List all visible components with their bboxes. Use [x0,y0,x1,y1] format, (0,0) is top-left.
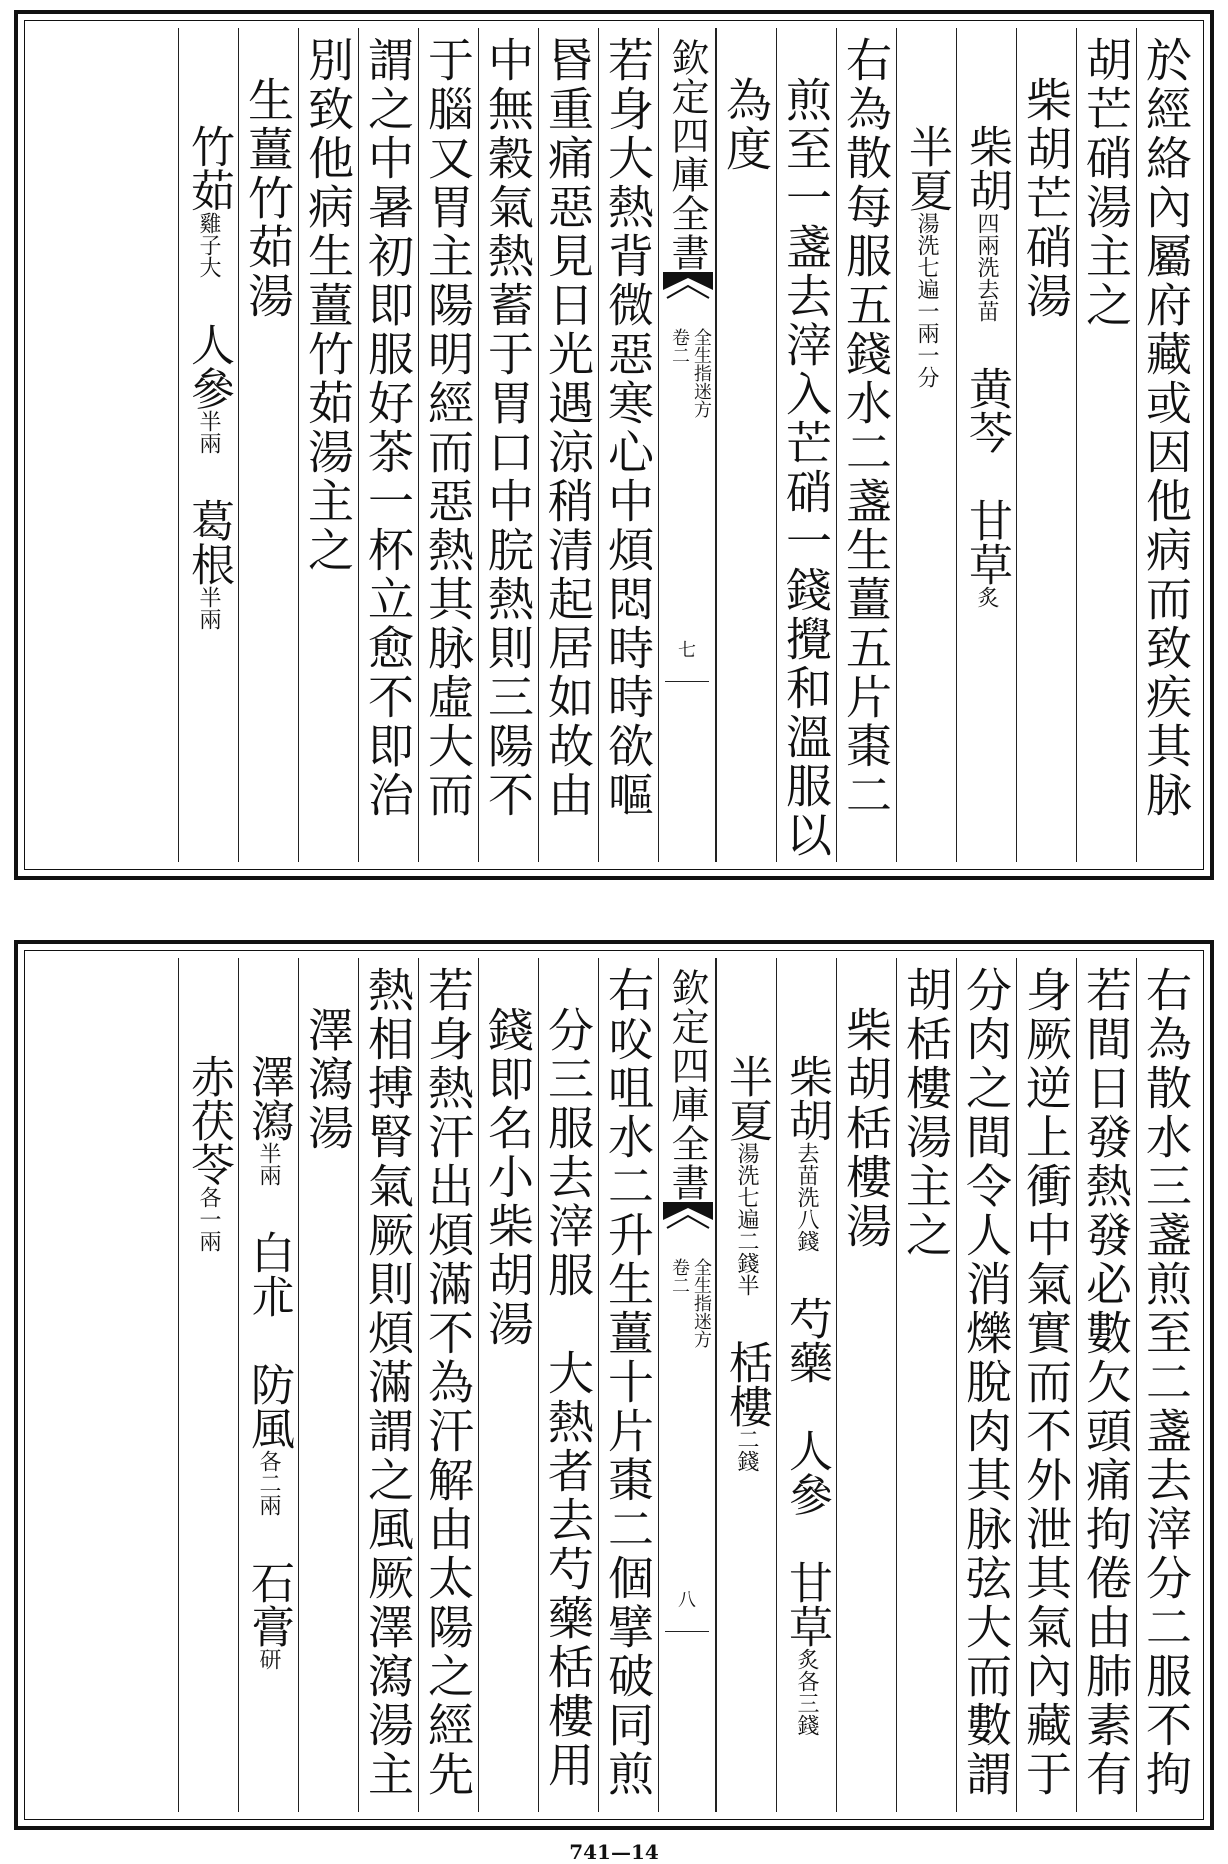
ingredient [178,36,238,278]
ingredient-name: 人參 [183,322,234,410]
text-line: 分三服去滓服 大熱者去芍藥栝樓用 [541,1006,595,1790]
ingredient-name: 人參 [781,1428,832,1516]
ingredient-name: 甘草 [781,1560,832,1648]
text-line: 別致他病生薑竹茹湯主之 [301,36,355,575]
ingredient [956,366,1016,454]
recipe-title: 柴胡栝樓湯 [839,1006,893,1251]
ingredient-column [716,958,776,1812]
ingredient-name: 防風 [243,1362,294,1450]
text-line: 右㕮咀水二升生薑十片棗二個擘破同煎 [601,966,655,1799]
ingredient-note: 湯洗七遍二錢半 [734,1142,759,1296]
text-line: 若身大熱背微惡寒心中煩悶時時欲嘔 [601,36,655,820]
ingredient-name: 竹茹 [183,124,234,212]
text-line: 若身熱汗出煩滿不為汗解由太陽之經先 [421,966,475,1799]
recipe-title: 生薑竹茹湯 [241,76,295,321]
text-line: 右為散每服五錢水二盞生薑五片棗二 [839,36,893,820]
ingredient-column [238,958,298,1812]
text-line: 身厥逆上衝中氣實而不外泄其氣內藏于 [1019,966,1073,1799]
recipe-heading [298,958,358,1812]
ingredient-name: 半夏 [901,124,952,212]
series-title: 欽定四庫全書 [665,968,709,1202]
text-line: 為度 [719,76,773,174]
bottom-page [14,940,1214,1830]
ingredient [238,966,298,1186]
ingredient-note: 四兩洗去苗 [974,212,999,322]
ingredient-note: 各一兩 [196,1186,221,1252]
ingredient-note: 雞子大 [196,212,221,278]
catalog-number: 741—14 [569,1840,659,1864]
text-column [776,28,836,862]
page-gutter [658,958,716,1812]
text-line: 胡栝樓湯主之 [899,966,953,1260]
text-line: 分肉之間令人消爍脫肉其脉弦大而數謂 [959,966,1013,1799]
ingredient-note: 半兩 [196,410,221,454]
page-number: 八 [678,1590,696,1611]
recipe-heading [836,958,896,1812]
text-column [358,28,418,862]
ingredient-name: 石膏 [243,1560,294,1648]
series-title: 欽定四庫全書 [665,38,709,272]
ingredient-column [178,958,238,1812]
ingredient-name: 柴胡 [781,1054,832,1142]
ingredient-note: 各二兩 [256,1450,281,1516]
text-column [716,28,776,862]
ingredient [956,498,1016,608]
ingredient [178,322,238,454]
text-column [1016,958,1076,1812]
ingredient [956,36,1016,322]
ingredient-name: 芍藥 [781,1296,832,1384]
ingredient [776,1560,836,1736]
ingredient [238,1362,298,1516]
text-line: 胡芒硝湯主之 [1079,36,1133,330]
recipe-title: 柴胡芒硝湯 [1019,76,1073,321]
page-number: 七 [678,640,696,661]
top-page [14,10,1214,880]
text-line: 於經絡內屬府藏或因他病而致疾其脉 [1139,36,1193,820]
text-column [1136,958,1196,1812]
text-column [478,28,538,862]
ingredient-name: 柴胡 [961,124,1012,212]
text-line: 煎至一盞去滓入芒硝一錢攪和溫服以 [779,76,833,860]
fishtail-mark-icon [663,1202,713,1238]
page-gutter [658,28,716,862]
text-column [538,958,598,1812]
ingredient-name: 黄芩 [961,366,1012,454]
text-column [538,28,598,862]
ingredient-name: 葛根 [183,498,234,586]
ingredient-note: 半兩 [196,586,221,630]
ingredient-note: 去苗洗八錢 [794,1142,819,1252]
ingredient-name: 甘草 [961,498,1012,586]
ingredient [776,966,836,1252]
text-column [1136,28,1196,862]
volume-label: 卷二 [669,328,690,364]
text-column [956,958,1016,1812]
divider [665,681,709,682]
ingredient-column [178,28,238,862]
ingredient [776,1428,836,1516]
ingredient-name: 澤瀉 [243,1054,294,1142]
ingredient-column [776,958,836,1812]
text-line: 中無穀氣熱蓄于胃口中脘熱則三陽不 [481,36,535,820]
ingredient [178,966,238,1252]
ingredient [716,966,776,1296]
text-column [836,28,896,862]
divider [665,1631,709,1632]
text-column [896,958,956,1812]
ingredient-note: 湯洗七遍一兩一分 [914,212,939,388]
ingredient-column [956,28,1016,862]
recipe-title: 澤瀉湯 [301,1006,355,1153]
text-column [598,958,658,1812]
ingredient [238,1560,298,1670]
book-title: 全生指迷方 [691,1258,712,1348]
text-line: 昬重痛惡見日光遇涼稍清起居如故由 [541,36,595,820]
text-column [418,958,478,1812]
recipe-heading [1016,28,1076,862]
ingredient [238,1230,298,1318]
ingredient [716,1340,776,1472]
book-title: 全生指迷方 [691,328,712,418]
ingredient-column [896,28,956,862]
ingredient-name: 赤茯苓 [183,1054,234,1186]
ingredient-note: 研 [256,1648,281,1670]
text-line: 右為散水三盞煎至二盞去滓分二服不拘 [1139,966,1193,1799]
ingredient [776,1296,836,1384]
text-column [358,958,418,1812]
ingredient-name: 白朮 [243,1230,294,1318]
ingredient [178,498,238,630]
ingredient [896,36,956,388]
text-column [1076,28,1136,862]
text-column [1076,958,1136,1812]
text-line: 若間日發熱發必數欠頭痛拘倦由肺素有 [1079,966,1133,1799]
recipe-heading [238,28,298,862]
ingredient-note: 炙各三錢 [794,1648,819,1736]
text-column [598,28,658,862]
ingredient-name: 半夏 [721,1054,772,1142]
text-column [298,28,358,862]
text-line: 于腦又胃主陽明經而惡熱其脉虛大而 [421,36,475,820]
fishtail-mark-icon [663,272,713,308]
text-column [418,28,478,862]
text-column [478,958,538,1812]
text-line: 錢即名小柴胡湯 [481,1006,535,1349]
ingredient-note: 炙 [974,586,999,608]
ingredient-note: 半兩 [256,1142,281,1186]
ingredient-name: 栝樓 [721,1340,772,1428]
text-line: 熱相搏腎氣厥則煩滿謂之風厥澤瀉湯主 [361,966,415,1799]
ingredient-note: 二錢 [734,1428,759,1472]
volume-label: 卷二 [669,1258,690,1294]
text-line: 謂之中暑初即服好茶一杯立愈不即治 [361,36,415,820]
